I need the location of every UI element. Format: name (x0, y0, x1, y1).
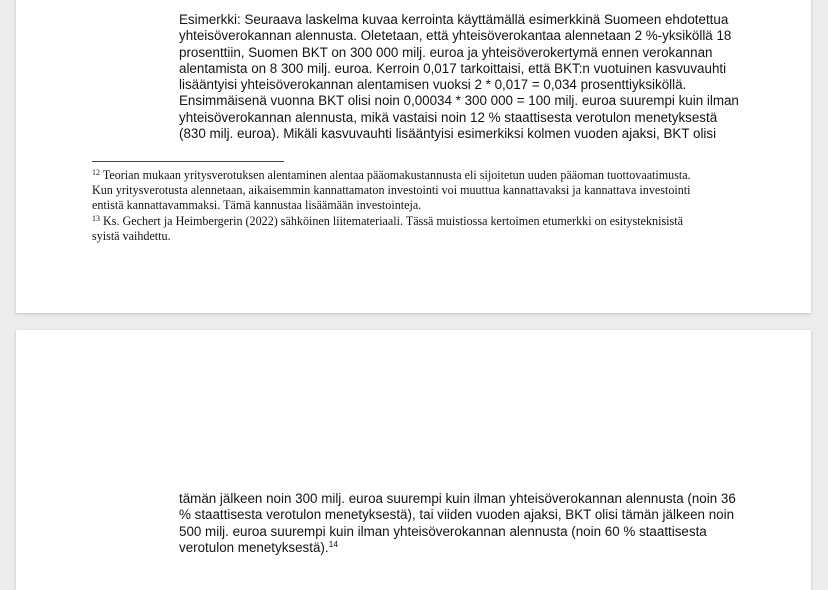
paragraph-line: tämän jälkeen noin 300 milj. euroa suurempi kuin ilman yhteisöverokannan alennusta (noin 36 (179, 491, 736, 506)
continued-paragraph (179, 491, 779, 556)
footnote-separator (92, 161, 284, 162)
footnote-12 (92, 168, 772, 214)
footnote-line: entistä kannattavammaksi. Tämä kannustaa lisäämään investointeja. (92, 198, 422, 213)
footnote-line: Kun yritysverotusta alennetaan, aikaisemmin kannattamaton investointi voi muuttua kannattavaksi ja kannattava investointi (92, 183, 691, 198)
document-page-2 (16, 330, 811, 590)
footnote-number: 12 (92, 168, 100, 177)
example-paragraph (179, 12, 779, 142)
footnote-reference[interactable]: 14 (328, 538, 339, 549)
footnote-line: $^{13}$ Ks. Gechert ja Heimbergerin (2022) sähköinen liitemateriaali. Tässä muistiossa kertoimen etumerkki on esitysteknisistä (92, 213, 683, 228)
paragraph-line: prosenttiin, Suomen BKT on 300 000 milj. euroa ja yhteisöverokertymä ennen verokannan (179, 44, 713, 60)
document-page-1 (16, 0, 811, 313)
paragraph-line: verotulon menetyksestä).$^{14}$ (179, 538, 339, 555)
footnote-line: syistä vaihdettu. (92, 228, 171, 243)
paragraph-line: lisääntyisi yhteisöverokannan alentamisen vuoksi 2 * 0,017 = 0,034 prosenttiyksiköllä. (179, 77, 687, 93)
paragraph-line: (830 milj. euroa). Mikäli kasvuvauhti lisääntyisi esimerkiksi kolmen vuoden ajaksi, BKT olisi (179, 126, 717, 142)
footnote-13 (92, 214, 772, 244)
paragraph-line: Esimerkki: Seuraava laskelma kuvaa kerrointa käyttämällä esimerkkinä Suomeen ehdotettua (179, 12, 729, 27)
footnotes (92, 168, 772, 244)
footnote-line: $^{12}$ Teorian mukaan yritysverotuksen alentaminen alentaa pääomakustannusta eli sijoitetun uuden pääoman tuottovaatimusta. (92, 168, 691, 182)
paragraph-line: 500 milj. euroa suurempi kuin ilman yhteisöverokannan alennusta (noin 60 % staattisesta (179, 523, 707, 539)
paragraph-line: Ensimmäisenä vuonna BKT olisi noin 0,00034 * 300 000 = 100 milj. euroa suurempi kuin ilman (179, 93, 739, 109)
footnote-number: 13 (92, 213, 100, 223)
paragraph-line: % staattisesta verotulon menetyksestä), tai viiden vuoden ajaksi, BKT olisi tämän jälkeen noin (179, 507, 735, 523)
paragraph-line: yhteisöverokannan alennusta, mikä vastaisi noin 12 % staattisesta verotulon menetyksestä (179, 109, 718, 125)
paragraph-line: alentamista on 8 300 milj. euroa. Kerroin 0,017 tarkoittaisi, että BKT:n vuotuinen kasvuvauhti (179, 60, 727, 76)
paragraph-line: yhteisöverokannan alennusta. Oletetaan, että yhteisöverokantaa alennetaan 2 %-yksiköllä 18 (179, 28, 732, 44)
